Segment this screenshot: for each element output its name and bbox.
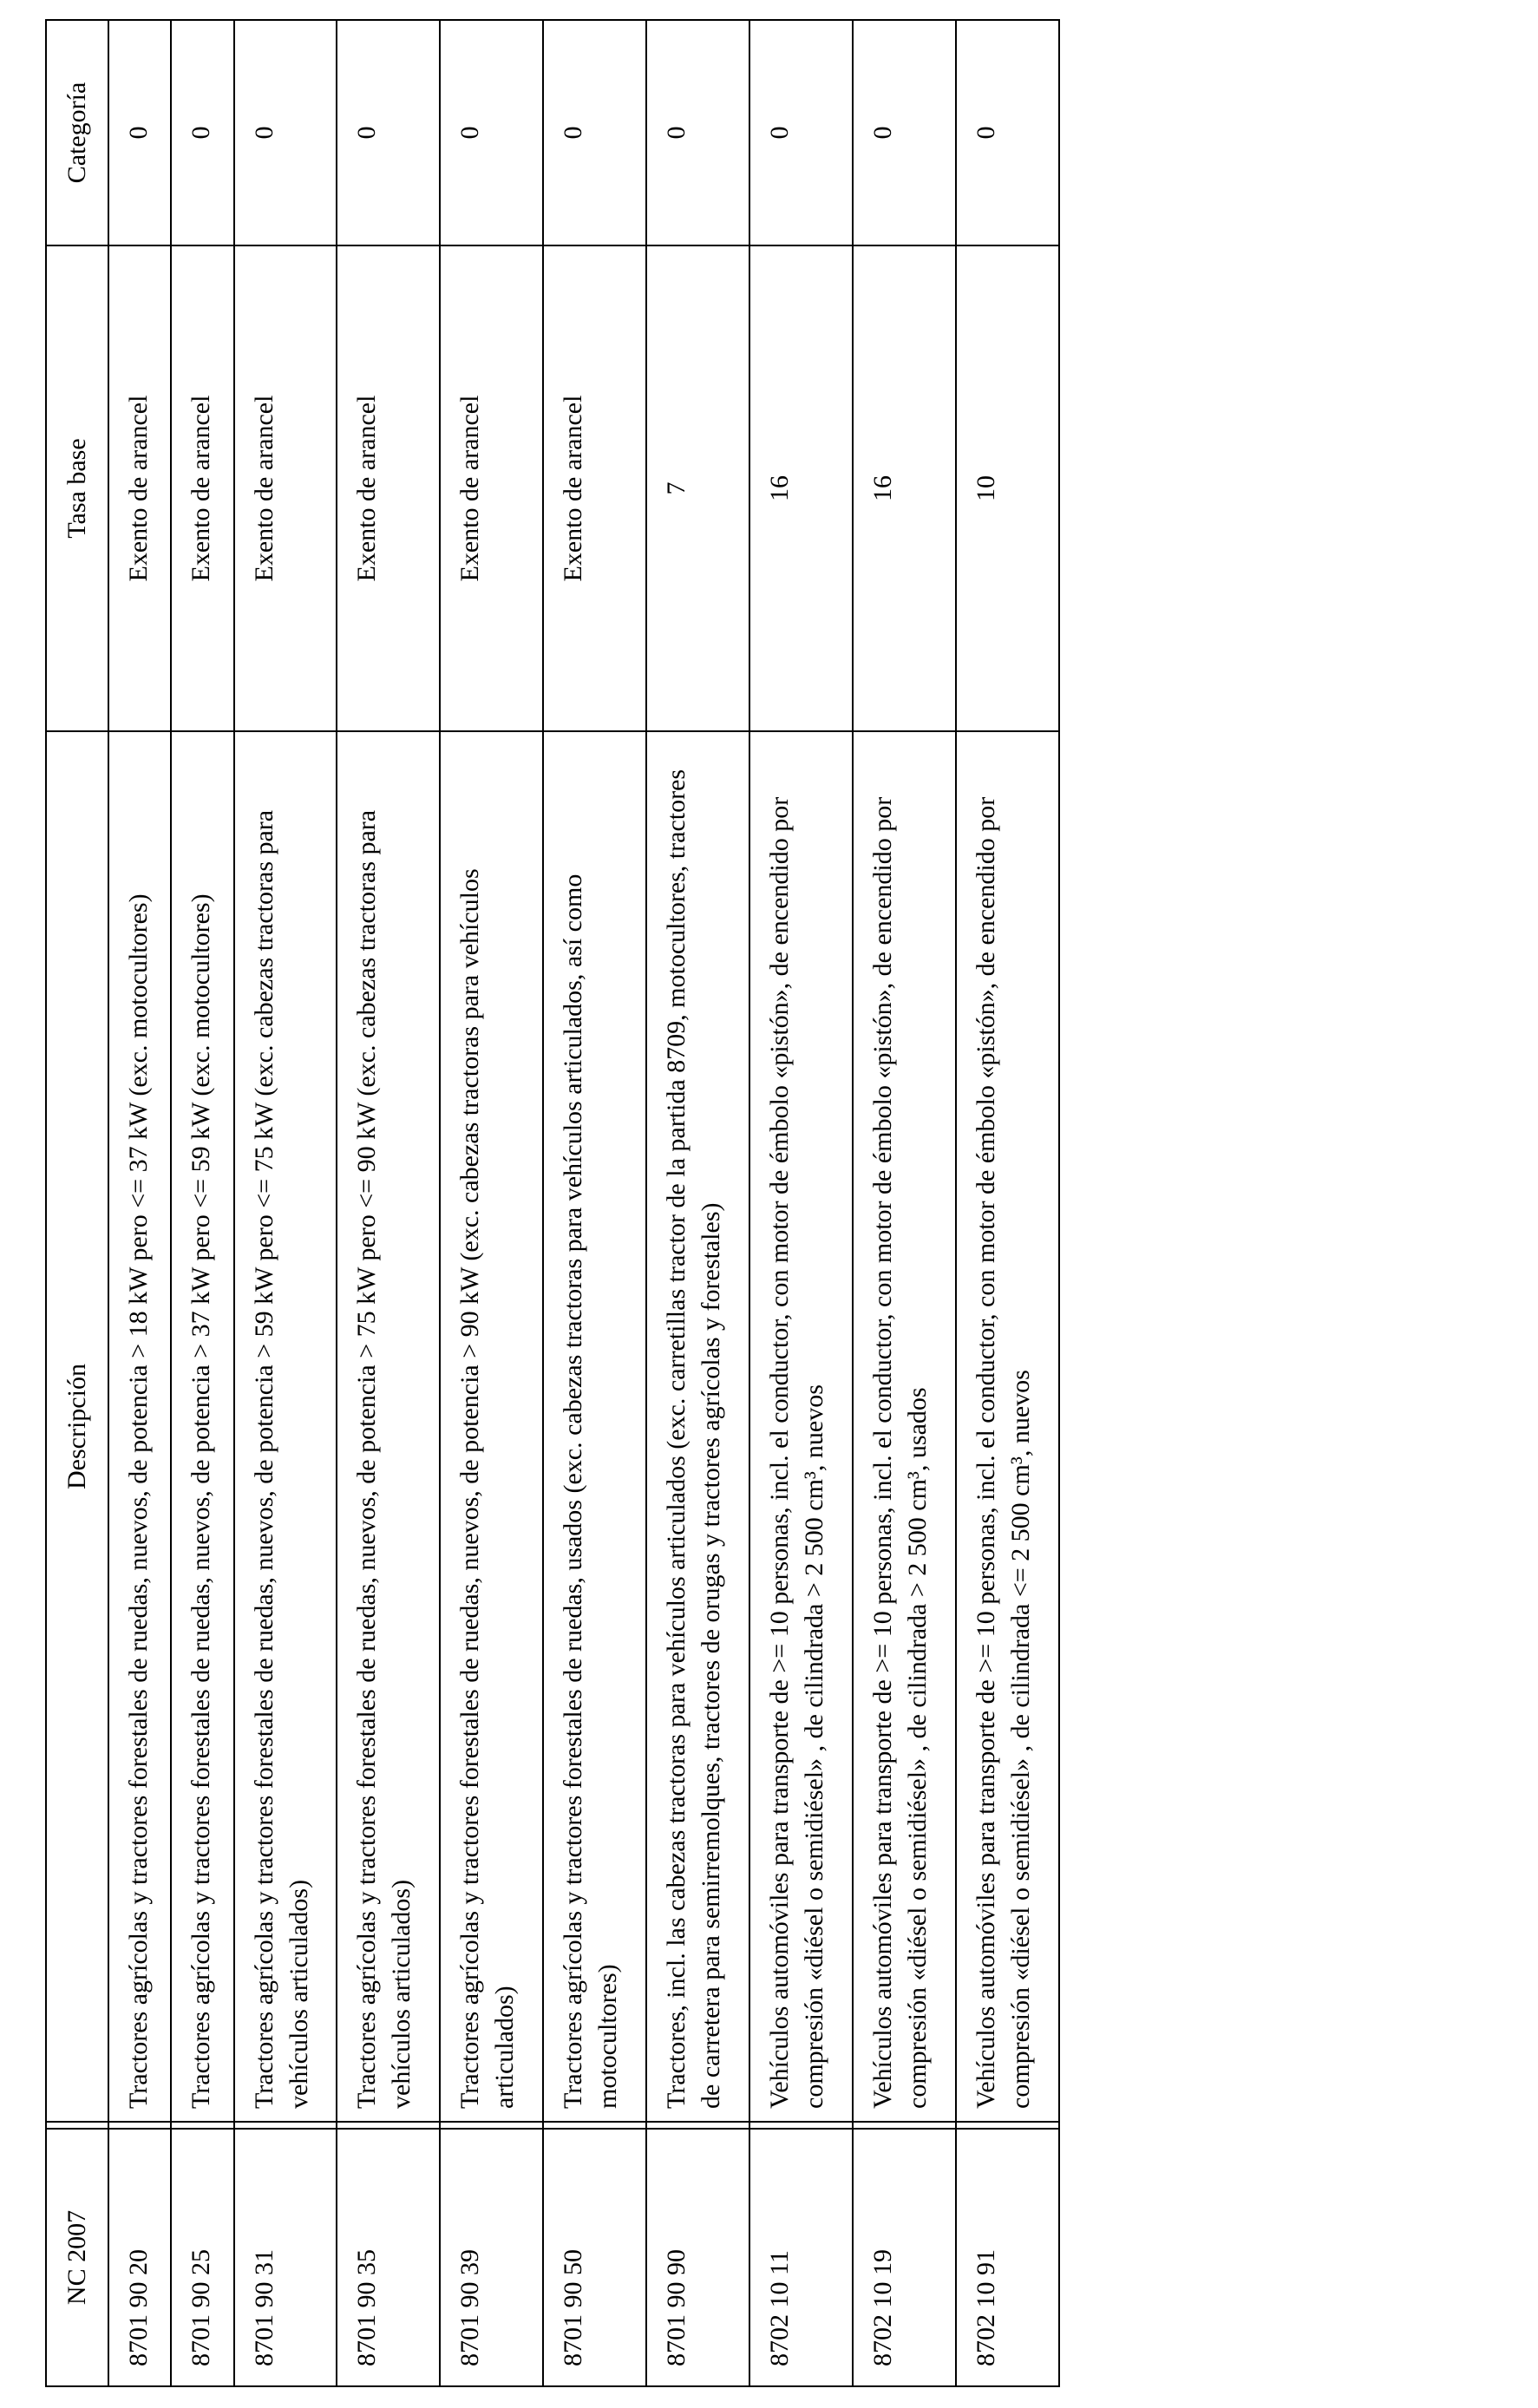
cell-code: 8701 90 35 bbox=[337, 2129, 440, 2386]
tariff-table bbox=[45, 19, 1060, 2387]
cell-rate: 16 bbox=[749, 245, 853, 731]
cell-rate: Exento de arancel bbox=[440, 245, 543, 731]
table-row bbox=[337, 20, 440, 2386]
cell-spacer bbox=[543, 2122, 646, 2129]
cell-spacer bbox=[440, 2122, 543, 2129]
table-row bbox=[543, 20, 646, 2386]
table-row bbox=[749, 20, 853, 2386]
cell-code: 8701 90 90 bbox=[646, 2129, 749, 2386]
cell-category: 0 bbox=[108, 20, 171, 245]
cell-description: Tractores agrícolas y tractores forestales de ruedas, nuevos, de potencia > 18 kW pero <= 37 kW (exc. motocultores) bbox=[108, 731, 171, 2122]
cell-rate: 16 bbox=[853, 245, 956, 731]
cell-spacer bbox=[646, 2122, 749, 2129]
header-rate: Tasa base bbox=[46, 245, 108, 731]
cell-spacer bbox=[853, 2122, 956, 2129]
table-row bbox=[108, 20, 171, 2386]
cell-category: 0 bbox=[956, 20, 1059, 245]
cell-rate: Exento de arancel bbox=[234, 245, 337, 731]
cell-rate: Exento de arancel bbox=[543, 245, 646, 731]
cell-code: 8702 10 91 bbox=[956, 2129, 1059, 2386]
cell-description: Tractores agrícolas y tractores forestales de ruedas, nuevos, de potencia > 90 kW (exc. cabezas tractoras para vehículos articulados) bbox=[440, 731, 543, 2122]
cell-category: 0 bbox=[234, 20, 337, 245]
table-row bbox=[234, 20, 337, 2386]
table-header-row bbox=[46, 20, 108, 2386]
header-code: NC 2007 bbox=[46, 2129, 108, 2386]
cell-category: 0 bbox=[440, 20, 543, 245]
cell-description: Tractores agrícolas y tractores forestales de ruedas, nuevos, de potencia > 75 kW pero <= 90 kW (exc. cabezas tractoras para vehículos articulados) bbox=[337, 731, 440, 2122]
cell-description: Tractores agrícolas y tractores forestales de ruedas, nuevos, de potencia > 59 kW pero <= 75 kW (exc. cabezas tractoras para vehículos articulados) bbox=[234, 731, 337, 2122]
cell-category: 0 bbox=[646, 20, 749, 245]
cell-code: 8701 90 25 bbox=[171, 2129, 233, 2386]
cell-spacer bbox=[337, 2122, 440, 2129]
cell-rate: Exento de arancel bbox=[337, 245, 440, 731]
cell-code: 8701 90 31 bbox=[234, 2129, 337, 2386]
cell-description: Vehículos automóviles para transporte de >= 10 personas, incl. el conductor, con motor de émbolo «pistón», de encendido por compresión «diésel o semidiésel» , de cilindrada > 2 500 cm³, nuevos bbox=[749, 731, 853, 2122]
cell-spacer bbox=[234, 2122, 337, 2129]
cell-spacer bbox=[956, 2122, 1059, 2129]
cell-code: 8702 10 11 bbox=[749, 2129, 853, 2386]
header-description: Descripción bbox=[46, 731, 108, 2122]
cell-category: 0 bbox=[749, 20, 853, 245]
cell-description: Vehículos automóviles para transporte de >= 10 personas, incl. el conductor, con motor de émbolo «pistón», de encendido por compresión «diésel o semidiésel» , de cilindrada <= 2 500 cm³, nuevos bbox=[956, 731, 1059, 2122]
cell-spacer bbox=[749, 2122, 853, 2129]
table-row bbox=[646, 20, 749, 2386]
cell-code: 8701 90 20 bbox=[108, 2129, 171, 2386]
cell-description: Vehículos automóviles para transporte de >= 10 personas, incl. el conductor, con motor de émbolo «pistón», de encendido por compresión «diésel o semidiésel» , de cilindrada > 2 500 cm³, usados bbox=[853, 731, 956, 2122]
cell-spacer bbox=[171, 2122, 233, 2129]
rotated-page-content bbox=[45, 21, 1060, 2387]
cell-code: 8701 90 39 bbox=[440, 2129, 543, 2386]
cell-code: 8701 90 50 bbox=[543, 2129, 646, 2386]
cell-spacer bbox=[108, 2122, 171, 2129]
cell-category: 0 bbox=[171, 20, 233, 245]
cell-rate: 7 bbox=[646, 245, 749, 731]
cell-description: Tractores agrícolas y tractores forestales de ruedas, nuevos, de potencia > 37 kW pero <= 59 kW (exc. motocultores) bbox=[171, 731, 233, 2122]
cell-category: 0 bbox=[337, 20, 440, 245]
table-row bbox=[956, 20, 1059, 2386]
cell-rate: Exento de arancel bbox=[108, 245, 171, 731]
cell-rate: 10 bbox=[956, 245, 1059, 731]
cell-description: Tractores, incl. las cabezas tractoras para vehículos articulados (exc. carretillas tractor de la partida 8709, motocultores, tractores de carretera para semirremolques, tractores de orugas y tractores agrícolas y forestales) bbox=[646, 731, 749, 2122]
cell-rate: Exento de arancel bbox=[171, 245, 233, 731]
cell-description: Tractores agrícolas y tractores forestales de ruedas, usados (exc. cabezas tractoras para vehículos articulados, así como motocultores) bbox=[543, 731, 646, 2122]
table-row bbox=[853, 20, 956, 2386]
table-row bbox=[440, 20, 543, 2386]
cell-category: 0 bbox=[543, 20, 646, 245]
cell-category: 0 bbox=[853, 20, 956, 245]
header-category: Categoría bbox=[46, 20, 108, 245]
header-spacer bbox=[46, 2122, 108, 2129]
table-row bbox=[171, 20, 233, 2386]
cell-code: 8702 10 19 bbox=[853, 2129, 956, 2386]
